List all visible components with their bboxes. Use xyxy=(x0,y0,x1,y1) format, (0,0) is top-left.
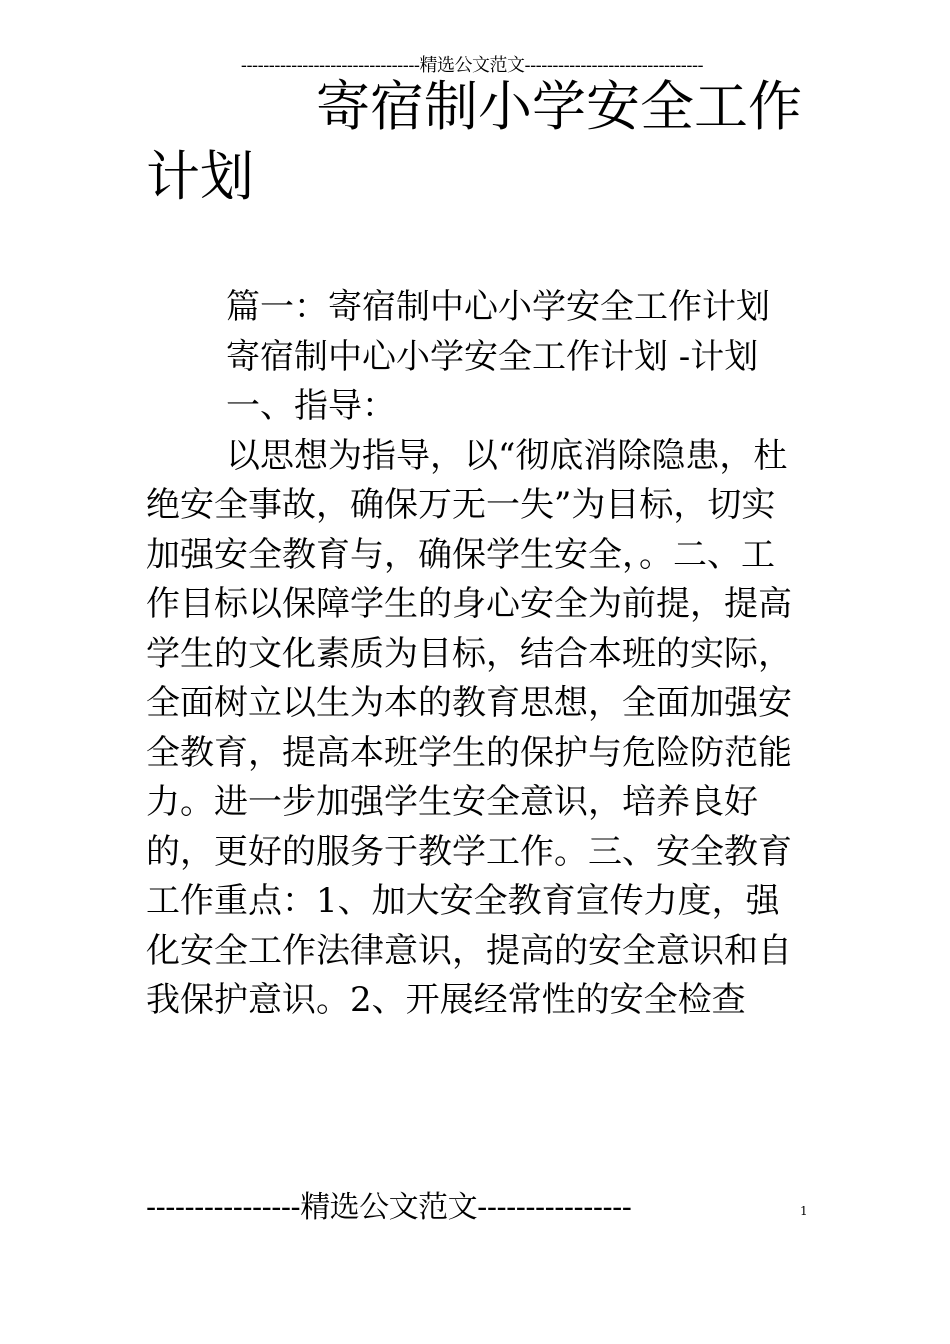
body-paragraph: 以思想为指导，以“彻底消除隐患，杜绝安全事故，确保万无一失”为目标，切实加强安全教育与，确保学生安全，。二、工作目标以保障学生的身心安全为前提，提高学生的文化素质为目标，结合本班的实际，全面树立以生为本的教育思想，全面加强安全教育，提高本班学生的保护与危险防范能力。进一步加强学生安全意识，培养良好的，更好的服务于教学工作。三、安全教育工作重点：1、加大安全教育宣传力度，强化安全工作法律意识，提高的安全意识和自我保护意识。2、开展经常性的安全检查 xyxy=(146,435,792,1020)
page-footer: ----------------精选公文范文---------------- xyxy=(146,1190,632,1225)
page-number: 1 xyxy=(800,1204,808,1218)
guidance-heading: 一、指导： xyxy=(226,386,396,426)
document-title: 寄宿制小学安全工作计划 xyxy=(146,75,802,208)
page-header: --------------------------------精选公文范文-------------------------------- xyxy=(240,55,704,76)
section-heading: 篇一：寄宿制中心小学安全工作计划 xyxy=(226,287,770,327)
subtitle-paragraph: 寄宿制中心小学安全工作计划 -计划 xyxy=(226,336,759,377)
document-body xyxy=(146,283,806,1026)
